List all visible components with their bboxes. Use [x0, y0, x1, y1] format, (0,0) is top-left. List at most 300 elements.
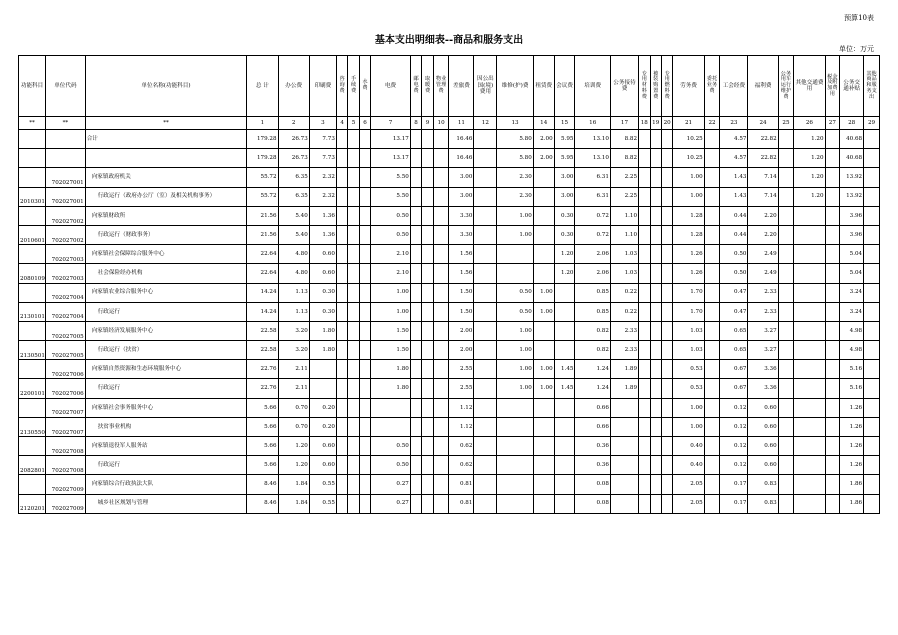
amount-cell [336, 398, 347, 417]
amount-cell: 1.50 [449, 283, 474, 302]
amount-cell [704, 437, 720, 456]
amount-cell [410, 168, 421, 187]
amount-cell: 0.53 [673, 379, 704, 398]
amount-cell [639, 379, 650, 398]
column-number: 10 [433, 117, 449, 130]
unit-code-cell: 702027008 [46, 456, 86, 475]
amount-cell [778, 264, 794, 283]
amount-cell: 1.13 [278, 302, 309, 321]
amount-cell: 4.98 [840, 341, 864, 360]
amount-cell [422, 475, 433, 494]
amount-cell [433, 302, 449, 321]
amount-cell [825, 302, 840, 321]
amount-cell [825, 245, 840, 264]
amount-cell: 1.56 [449, 245, 474, 264]
amount-cell [650, 302, 661, 321]
amount-cell [433, 379, 449, 398]
table-row [19, 245, 880, 264]
amount-cell: 2.49 [748, 245, 778, 264]
amount-cell: 0.50 [371, 225, 411, 244]
column-header: 福利费 [748, 56, 778, 117]
amount-cell [359, 206, 370, 225]
column-number: 20 [661, 117, 672, 130]
column-number: 15 [554, 117, 575, 130]
amount-cell: 0.20 [309, 417, 336, 436]
unit-name-cell: 向家镇经济发展服务中心 [85, 321, 247, 340]
amount-cell [704, 475, 720, 494]
amount-cell: 1.00 [533, 283, 554, 302]
amount-cell [497, 437, 533, 456]
amount-cell: 0.30 [309, 302, 336, 321]
amount-cell: 1.12 [449, 417, 474, 436]
function-code-cell [19, 130, 46, 149]
column-header: 委托业务费 [704, 56, 720, 117]
column-header: 维修(护)费 [497, 56, 533, 117]
amount-cell [410, 475, 421, 494]
amount-cell [497, 475, 533, 494]
unit-code-cell: 702027009 [46, 475, 86, 494]
amount-cell [778, 456, 794, 475]
amount-cell [661, 168, 672, 187]
amount-cell [348, 494, 359, 513]
column-number-row [19, 117, 880, 130]
amount-cell [639, 264, 650, 283]
unit-name-cell: 社会保险经办机构 [85, 264, 247, 283]
amount-cell [422, 264, 433, 283]
amount-cell [778, 225, 794, 244]
table-row [19, 417, 880, 436]
unit-name-cell: 行政运行 [85, 379, 247, 398]
column-number: 8 [410, 117, 421, 130]
amount-cell: 14.24 [247, 302, 278, 321]
amount-cell [661, 360, 672, 379]
column-header: 公务用车运行维护费 [778, 56, 794, 117]
amount-cell: 2.00 [449, 321, 474, 340]
amount-cell [639, 437, 650, 456]
amount-cell [661, 494, 672, 513]
amount-cell [650, 130, 661, 149]
column-number: 23 [720, 117, 748, 130]
amount-cell: 0.47 [720, 283, 748, 302]
amount-cell: 0.08 [575, 475, 610, 494]
unit-name-cell: 向家镇社会保障综合服务中心 [85, 245, 247, 264]
amount-cell [359, 264, 370, 283]
amount-cell [348, 475, 359, 494]
amount-cell [433, 168, 449, 187]
amount-cell [650, 417, 661, 436]
amount-cell [336, 417, 347, 436]
amount-cell [422, 283, 433, 302]
amount-cell [639, 168, 650, 187]
column-header: 培训费 [575, 56, 610, 117]
amount-cell [533, 321, 554, 340]
amount-cell [474, 302, 497, 321]
column-header: 专用材料费 [639, 56, 650, 117]
amount-cell: 0.60 [748, 398, 778, 417]
amount-cell [497, 456, 533, 475]
amount-cell [864, 206, 880, 225]
amount-cell: 1.89 [610, 360, 638, 379]
amount-cell: 0.60 [748, 417, 778, 436]
amount-cell: 1.26 [840, 417, 864, 436]
amount-cell [474, 283, 497, 302]
amount-cell [474, 398, 497, 417]
amount-cell: 0.72 [575, 206, 610, 225]
amount-cell [359, 225, 370, 244]
amount-cell [422, 187, 433, 206]
amount-cell: 0.08 [575, 494, 610, 513]
amount-cell [864, 398, 880, 417]
amount-cell [554, 283, 575, 302]
amount-cell [410, 130, 421, 149]
amount-cell: 13.17 [371, 149, 411, 168]
amount-cell: 2.32 [309, 187, 336, 206]
amount-cell [650, 341, 661, 360]
amount-cell [778, 149, 794, 168]
amount-cell [639, 456, 650, 475]
amount-cell [864, 475, 880, 494]
column-header: 手续费 [348, 56, 359, 117]
amount-cell [533, 475, 554, 494]
amount-cell: 6.35 [278, 168, 309, 187]
amount-cell [474, 264, 497, 283]
amount-cell [309, 360, 336, 379]
amount-cell [610, 398, 638, 417]
unit-name-cell: 合计 [85, 130, 247, 149]
table-row [19, 149, 880, 168]
amount-cell: 1.36 [309, 225, 336, 244]
amount-cell [825, 264, 840, 283]
amount-cell [650, 321, 661, 340]
amount-cell [794, 494, 825, 513]
amount-cell [704, 264, 720, 283]
amount-cell [639, 360, 650, 379]
amount-cell: 3.24 [840, 283, 864, 302]
amount-cell [704, 187, 720, 206]
amount-cell [778, 321, 794, 340]
amount-cell: 0.55 [309, 494, 336, 513]
amount-cell: 0.47 [720, 302, 748, 321]
amount-cell [410, 245, 421, 264]
amount-cell [422, 398, 433, 417]
amount-cell [864, 245, 880, 264]
amount-cell [410, 187, 421, 206]
amount-cell [864, 168, 880, 187]
table-row [19, 302, 880, 321]
amount-cell: 2.20 [748, 206, 778, 225]
amount-cell: 26.73 [278, 149, 309, 168]
table-row [19, 456, 880, 475]
amount-cell [864, 360, 880, 379]
column-number: 6 [359, 117, 370, 130]
amount-cell [864, 417, 880, 436]
amount-cell [359, 417, 370, 436]
amount-cell [650, 283, 661, 302]
amount-cell: 1.00 [497, 360, 533, 379]
amount-cell: 7.14 [748, 168, 778, 187]
column-header: 物业管理费 [433, 56, 449, 117]
amount-cell [410, 417, 421, 436]
amount-cell [704, 360, 720, 379]
amount-cell: 1.03 [673, 321, 704, 340]
amount-cell: 1.84 [278, 475, 309, 494]
amount-cell [639, 398, 650, 417]
amount-cell [864, 283, 880, 302]
amount-cell: 10.25 [673, 130, 704, 149]
function-code-cell: 2010301 [19, 187, 46, 206]
amount-cell [422, 417, 433, 436]
amount-cell [336, 341, 347, 360]
amount-cell: 21.56 [247, 206, 278, 225]
amount-cell: 0.70 [278, 417, 309, 436]
amount-cell [864, 379, 880, 398]
amount-cell [864, 437, 880, 456]
amount-cell [474, 475, 497, 494]
amount-cell: 0.65 [720, 321, 748, 340]
amount-cell: 0.44 [720, 206, 748, 225]
function-code-cell [19, 245, 46, 264]
amount-cell: 5.40 [278, 225, 309, 244]
column-number: ** [46, 117, 86, 130]
amount-cell: 13.92 [840, 187, 864, 206]
column-number: 13 [497, 117, 533, 130]
amount-cell: 5.16 [840, 379, 864, 398]
amount-cell: 0.83 [748, 475, 778, 494]
amount-cell: 6.31 [575, 168, 610, 187]
table-row [19, 398, 880, 417]
table-row [19, 130, 880, 149]
unit-name-cell: 向家镇综合行政执法大队 [85, 475, 247, 494]
amount-cell [661, 341, 672, 360]
unit-code-cell: 702027007 [46, 398, 86, 417]
amount-cell [348, 360, 359, 379]
amount-cell: 7.14 [748, 187, 778, 206]
amount-cell [474, 494, 497, 513]
amount-cell: 5.95 [554, 130, 575, 149]
amount-cell [533, 187, 554, 206]
amount-cell [650, 475, 661, 494]
unit-code-cell: 702027003 [46, 245, 86, 264]
unit-code-cell: 702027001 [46, 187, 86, 206]
amount-cell [704, 206, 720, 225]
amount-cell: 2.30 [497, 187, 533, 206]
amount-cell [533, 417, 554, 436]
amount-cell: 21.56 [247, 225, 278, 244]
amount-cell [794, 437, 825, 456]
amount-cell [825, 494, 840, 513]
unit-name-cell [85, 149, 247, 168]
amount-cell [650, 264, 661, 283]
column-header: 取暖费 [422, 56, 433, 117]
amount-cell [639, 245, 650, 264]
amount-cell [497, 264, 533, 283]
amount-cell [825, 475, 840, 494]
amount-cell [778, 437, 794, 456]
amount-cell [348, 398, 359, 417]
amount-cell [410, 264, 421, 283]
amount-cell [661, 187, 672, 206]
amount-cell [864, 321, 880, 340]
amount-cell [348, 321, 359, 340]
amount-cell [778, 360, 794, 379]
column-number: 14 [533, 117, 554, 130]
amount-cell: 1.50 [371, 341, 411, 360]
amount-cell [778, 283, 794, 302]
amount-cell [661, 283, 672, 302]
amount-cell: 0.81 [449, 494, 474, 513]
amount-cell: 13.92 [840, 168, 864, 187]
amount-cell: 2.33 [748, 283, 778, 302]
amount-cell: 2.10 [371, 245, 411, 264]
amount-cell: 7.73 [309, 130, 336, 149]
amount-cell [794, 475, 825, 494]
amount-cell [422, 206, 433, 225]
amount-cell [554, 475, 575, 494]
amount-cell: 0.83 [748, 494, 778, 513]
amount-cell: 1.00 [371, 283, 411, 302]
amount-cell [554, 341, 575, 360]
amount-cell: 1.20 [278, 456, 309, 475]
amount-cell: 22.64 [247, 245, 278, 264]
unit-name-cell: 行政运行 [85, 302, 247, 321]
amount-cell: 3.20 [278, 321, 309, 340]
amount-cell [336, 168, 347, 187]
amount-cell [359, 360, 370, 379]
unit-name-cell: 行政运行（政府办公厅（室）及相关机构事务） [85, 187, 247, 206]
column-number: 21 [673, 117, 704, 130]
amount-cell: 0.53 [673, 360, 704, 379]
amount-cell: 1.00 [497, 321, 533, 340]
amount-cell: 1.28 [673, 206, 704, 225]
amount-cell [348, 130, 359, 149]
amount-cell: 1.70 [673, 283, 704, 302]
amount-cell: 179.28 [247, 149, 278, 168]
amount-cell [639, 225, 650, 244]
function-code-cell: 2200101 [19, 379, 46, 398]
amount-cell: 1.84 [278, 494, 309, 513]
amount-cell: 0.60 [309, 245, 336, 264]
amount-cell: 1.80 [371, 360, 411, 379]
amount-cell [410, 341, 421, 360]
amount-cell [704, 149, 720, 168]
amount-cell [422, 321, 433, 340]
unit-code-cell: 702027005 [46, 341, 86, 360]
amount-cell [533, 437, 554, 456]
amount-cell: 1.12 [449, 398, 474, 417]
amount-cell [410, 321, 421, 340]
amount-cell [433, 494, 449, 513]
amount-cell: 1.80 [371, 379, 411, 398]
amount-cell [704, 245, 720, 264]
amount-cell [422, 130, 433, 149]
amount-cell [650, 379, 661, 398]
amount-cell [639, 187, 650, 206]
amount-cell [348, 168, 359, 187]
amount-cell: 0.17 [720, 475, 748, 494]
amount-cell [359, 456, 370, 475]
amount-cell [410, 225, 421, 244]
amount-cell: 2.55 [449, 379, 474, 398]
amount-cell: 0.40 [673, 456, 704, 475]
function-code-cell [19, 206, 46, 225]
amount-cell: 1.00 [497, 341, 533, 360]
amount-cell [433, 456, 449, 475]
amount-cell: 1.24 [575, 360, 610, 379]
column-header: 租赁费 [533, 56, 554, 117]
amount-cell: 0.60 [309, 437, 336, 456]
table-row [19, 206, 880, 225]
amount-cell [359, 149, 370, 168]
amount-cell [474, 417, 497, 436]
amount-cell [794, 321, 825, 340]
amount-cell [359, 245, 370, 264]
amount-cell [661, 130, 672, 149]
amount-cell [474, 360, 497, 379]
amount-cell: 0.50 [720, 245, 748, 264]
amount-cell: 5.50 [371, 187, 411, 206]
unit-name-cell: 向家镇社会事务服务中心 [85, 398, 247, 417]
amount-cell [497, 417, 533, 436]
function-code-cell: 2130101 [19, 302, 46, 321]
function-code-cell: 2080109 [19, 264, 46, 283]
amount-cell: 1.03 [610, 264, 638, 283]
amount-cell: 1.26 [840, 456, 864, 475]
column-number: 4 [336, 117, 347, 130]
amount-cell [778, 187, 794, 206]
amount-cell: 3.30 [449, 225, 474, 244]
amount-cell: 2.05 [673, 494, 704, 513]
amount-cell [422, 456, 433, 475]
amount-cell: 7.73 [309, 149, 336, 168]
amount-cell: 5.40 [278, 206, 309, 225]
amount-cell: 22.76 [247, 360, 278, 379]
amount-cell: 0.50 [720, 264, 748, 283]
amount-cell [371, 398, 411, 417]
table-row [19, 341, 880, 360]
column-header: 公务交通补贴 [840, 56, 864, 117]
amount-cell: 1.26 [840, 398, 864, 417]
function-code-cell: 2130501 [19, 341, 46, 360]
amount-cell: 0.50 [497, 302, 533, 321]
amount-cell: 2.33 [610, 321, 638, 340]
amount-cell [348, 302, 359, 321]
amount-cell: 1.00 [497, 225, 533, 244]
amount-cell [825, 187, 840, 206]
unit-name-cell: 向家镇财政所 [85, 206, 247, 225]
amount-cell [336, 149, 347, 168]
amount-cell [794, 283, 825, 302]
amount-cell [422, 341, 433, 360]
amount-cell [794, 398, 825, 417]
column-header: 因公出国(境)费用 [474, 56, 497, 117]
amount-cell [410, 398, 421, 417]
amount-cell: 0.67 [720, 379, 748, 398]
column-number: 22 [704, 117, 720, 130]
amount-cell: 14.24 [247, 283, 278, 302]
amount-cell [650, 245, 661, 264]
amount-cell [704, 398, 720, 417]
amount-cell: 40.68 [840, 149, 864, 168]
function-code-cell: 2120201 [19, 494, 46, 513]
amount-cell [778, 398, 794, 417]
amount-cell [778, 379, 794, 398]
column-header: 工会经费 [720, 56, 748, 117]
amount-cell [474, 206, 497, 225]
amount-cell [794, 264, 825, 283]
amount-cell: 4.80 [278, 245, 309, 264]
amount-cell [497, 398, 533, 417]
amount-cell [864, 456, 880, 475]
